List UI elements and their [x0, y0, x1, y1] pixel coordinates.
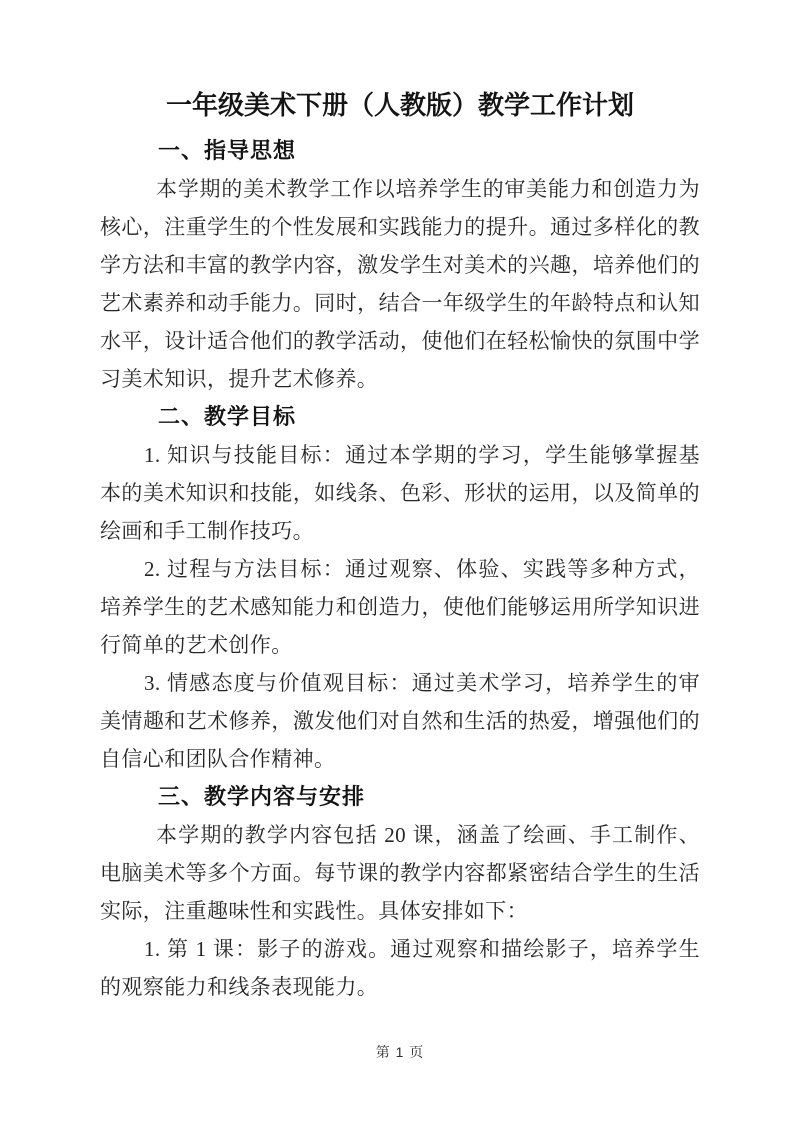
- paragraph: 3. 情感态度与价值观目标：通过美术学习，培养学生的审美情趣和艺术修养，激发他们对自然和生活的热爱，增强他们的自信心和团队合作精神。: [100, 671, 700, 771]
- paragraph: 1. 知识与技能目标：通过本学期的学习，学生能够掌握基本的美术知识和技能，如线条、色彩、形状的运用，以及简单的绘画和手工制作技巧。: [100, 443, 700, 543]
- page-number: 第 1 页: [375, 1044, 425, 1060]
- paragraph: 1. 第 1 课：影子的游戏。通过观察和描绘影子，培养学生的观察能力和线条表现能力。: [100, 937, 700, 999]
- paragraph: 本学期的美术教学工作以培养学生的审美能力和创造力为核心，注重学生的个性发展和实践能力的提升。通过多样化的教学方法和丰富的教学内容，激发学生对美术的兴趣，培养他们的艺术素养和动手能力。同时，结合一年级学生的年龄特点和认知水平，设计适合他们的教学活动，使他们在轻松愉快的氛围中学习美术知识，提升艺术修养。: [100, 177, 700, 391]
- section-heading-guiding-ideology: 一、指导思想: [158, 138, 297, 163]
- document-title: 一年级美术下册（人教版）教学工作计划: [165, 90, 634, 120]
- section-heading-teaching-goals: 二、教学目标: [158, 404, 297, 429]
- section-heading-content-arrangement: 三、教学内容与安排: [158, 784, 366, 809]
- paragraph: 本学期的教学内容包括 20 课，涵盖了绘画、手工制作、电脑美术等多个方面。每节课的教学内容都紧密结合学生的生活实际，注重趣味性和实践性。具体安排如下：: [100, 823, 700, 923]
- paragraph: 2. 过程与方法目标：通过观察、体验、实践等多种方式，培养学生的艺术感知能力和创造力，使他们能够运用所学知识进行简单的艺术创作。: [100, 557, 700, 657]
